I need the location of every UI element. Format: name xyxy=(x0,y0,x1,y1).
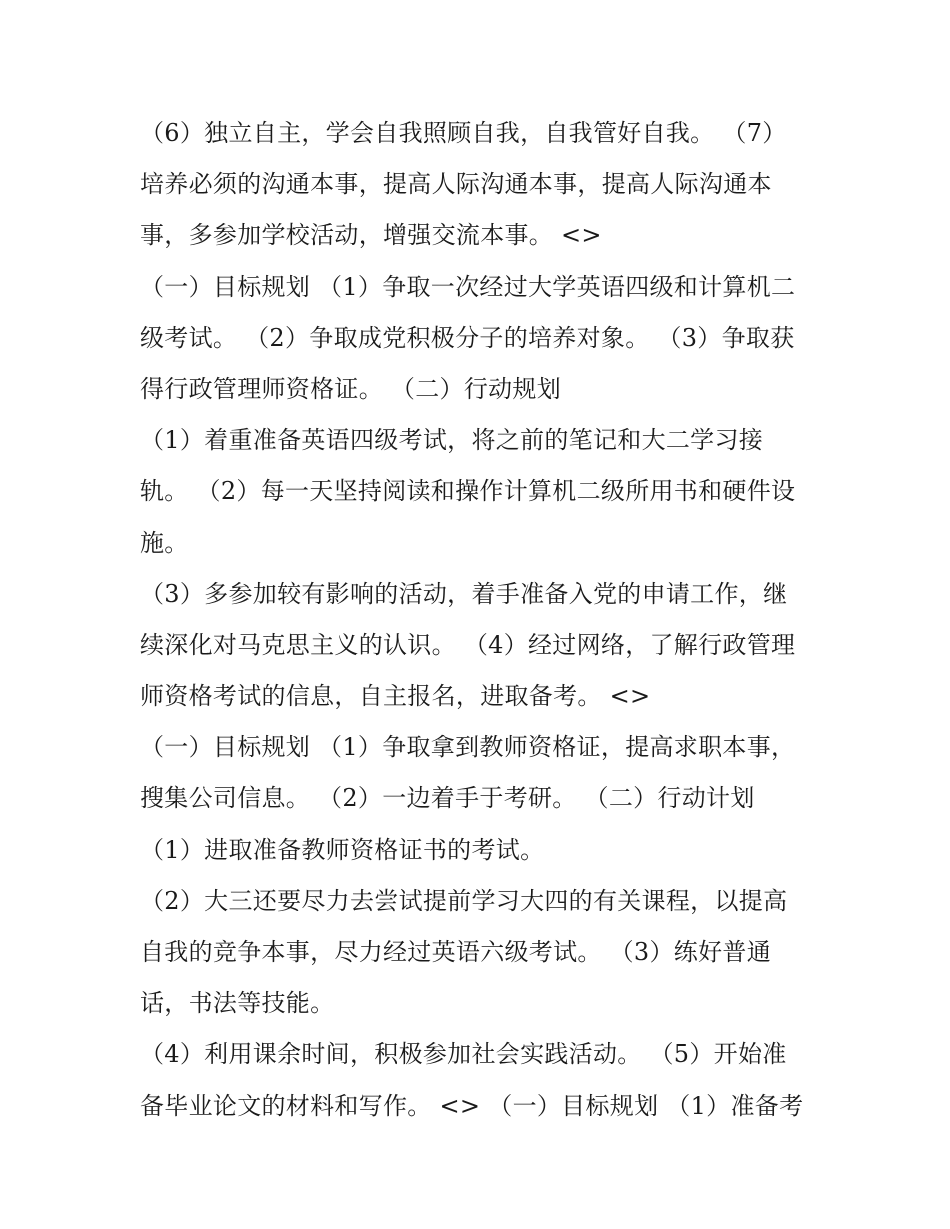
text-line-2: 培养必须的沟通本事，提高人际沟通本事，提高人际沟通本 xyxy=(140,170,772,199)
text-line-6: 得行政管理师资格证。 （二）行动规划 xyxy=(140,374,562,403)
text-line-5: 级考试。 （2）争取成党积极分子的培养对象。 （3）争取获 xyxy=(140,323,795,352)
body-text xyxy=(140,108,820,1132)
text-line-20: 备毕业论文的材料和写作。 <> （一）目标规划 （1）准备考 xyxy=(140,1091,804,1120)
text-line-12: 师资格考试的信息，自主报名，进取备考。 <> xyxy=(140,682,651,711)
text-line-17: 自我的竞争本事，尽力经过英语六级考试。 （3）练好普通 xyxy=(140,938,771,966)
text-line-16: （2）大三还要尽力去尝试提前学习大四的有关课程，以提高 xyxy=(140,886,788,915)
text-line-14: 搜集公司信息。 （2）一边着手于考研。 （二）行动计划 xyxy=(140,784,755,813)
text-line-3: 事，多参加学校活动，增强交流本事。 <> xyxy=(140,221,602,250)
text-line-13: （一）目标规划 （1）争取拿到教师资格证，提高求职本事， xyxy=(140,733,796,762)
text-line-18: 话，书法等技能。 xyxy=(140,989,335,1018)
text-line-8: 轨。 （2）每一天坚持阅读和操作计算机二级所用书和硬件设 xyxy=(140,477,796,506)
text-line-1: （6）独立自主，学会自我照顾自我，自我管好自我。 （7） xyxy=(140,119,787,147)
text-line-7: （1）着重准备英语四级考试，将之前的笔记和大二学习接 xyxy=(140,426,764,455)
text-line-9: 施。 xyxy=(140,528,189,557)
text-line-11: 续深化对马克思主义的认识。 （4）经过网络，了解行政管理 xyxy=(140,630,796,659)
text-line-10: （3）多参加较有影响的活动，着手准备入党的申请工作，继 xyxy=(140,579,788,608)
text-line-4: （一）目标规划 （1）争取一次经过大学英语四级和计算机二 xyxy=(140,272,796,301)
text-line-19: （4）利用课余时间，积极参加社会实践活动。 （5）开始准 xyxy=(140,1040,787,1069)
text-line-15: （1）进取准备教师资格证书的考试。 xyxy=(140,835,545,864)
